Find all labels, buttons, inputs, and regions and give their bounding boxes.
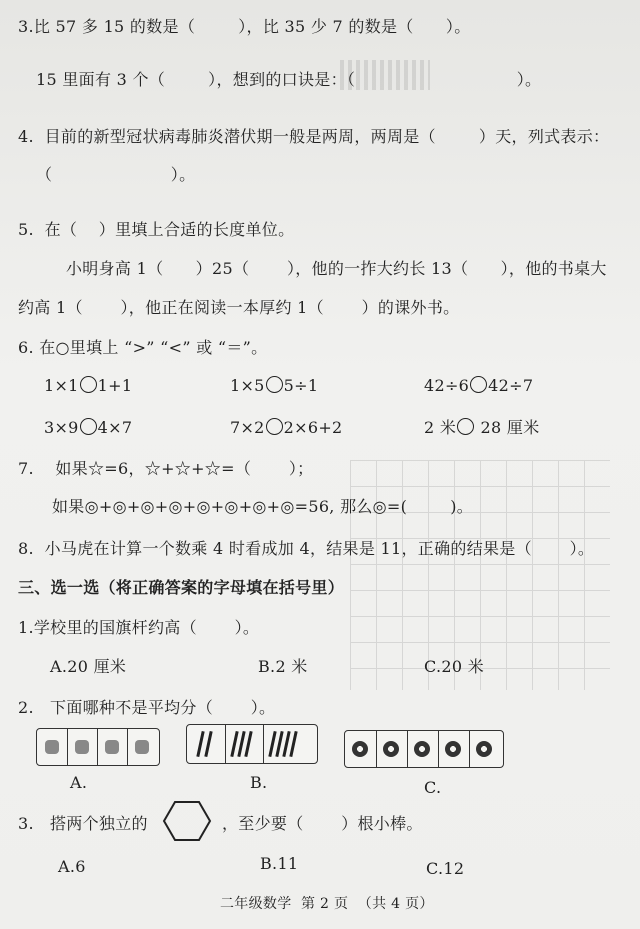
answer-circle[interactable] <box>457 418 474 435</box>
c3-option-c[interactable]: C.12 <box>426 859 465 878</box>
q5-line1: 小明身高 1（ ）25（ ），他的一拃大约长 13（ ），他的书桌大 <box>66 259 607 278</box>
c2-label-a[interactable]: A. <box>70 773 88 792</box>
page-footer: 二年级数学 第 2 页 （共 4 页） <box>220 896 434 912</box>
bleed-through-grid <box>350 460 610 690</box>
answer-circle[interactable] <box>80 376 97 393</box>
answer-circle[interactable] <box>266 418 283 435</box>
answer-circle[interactable] <box>266 376 283 393</box>
stick-icon <box>204 731 212 757</box>
q6-item-2-left: 1×5 <box>230 376 265 395</box>
q3-line2: 15 里面有 3 个（ ），想到的口诀是：（ ）。 <box>36 70 542 89</box>
q6-item-5-left: 7×2 <box>230 418 265 437</box>
bug-icon <box>105 740 119 754</box>
c3-option-b[interactable]: B.11 <box>260 854 299 873</box>
bug-icon <box>135 740 149 754</box>
q7-line2: 如果◎+◎+◎+◎+◎+◎+◎+◎=56, 那么◎=( )。 <box>52 497 474 516</box>
answer-circle[interactable] <box>470 376 487 393</box>
card-divider <box>263 725 264 763</box>
q6-item-5 <box>230 418 343 438</box>
card-divider <box>469 731 470 767</box>
card-divider <box>407 731 408 767</box>
q6-item-4 <box>44 418 132 438</box>
q6-item-3 <box>424 376 533 396</box>
card-divider <box>97 729 98 765</box>
section3-title: 三、选一选（将正确答案的字母填在括号里） <box>18 578 345 597</box>
c1-option-b[interactable]: B.2 米 <box>258 657 308 676</box>
c2-label-c[interactable]: C. <box>424 778 442 797</box>
q6-item-6-left: 2 米 <box>424 418 457 437</box>
q6-item-3-left: 42÷6 <box>424 376 470 395</box>
c3-question-post: ，至少要（ ）根小棒。 <box>222 814 423 833</box>
stick-icon <box>289 731 297 757</box>
q6-item-6-right: 28 厘米 <box>475 418 540 437</box>
c2-card-a[interactable] <box>36 728 160 766</box>
c2-question: 2. 下面哪种不是平均分（ ）。 <box>18 698 276 717</box>
flower-icon <box>476 741 492 757</box>
q3-line1: 3.比 57 多 15 的数是（ ），比 35 少 7 的数是（ ）。 <box>18 17 471 36</box>
c3-question-pre: 3. 搭两个独立的 <box>18 814 148 833</box>
card-divider <box>67 729 68 765</box>
q6-item-2-right: 5÷1 <box>283 376 319 395</box>
q6-item-6 <box>424 418 540 438</box>
card-divider <box>127 729 128 765</box>
q7-line1: 7. 如果☆=6，☆+☆+☆=（ ）； <box>18 459 314 478</box>
q4-line2: （ ）。 <box>36 165 196 184</box>
c2-card-c[interactable] <box>344 730 504 768</box>
q6-item-5-right: 2×6+2 <box>283 418 343 437</box>
q5-line2: 约高 1（ ），他正在阅读一本厚约 1（ ）的课外书。 <box>18 298 460 317</box>
answer-circle[interactable] <box>80 418 97 435</box>
stick-icon <box>244 731 252 757</box>
q6-item-3-right: 42÷7 <box>488 376 534 395</box>
c3-option-a[interactable]: A.6 <box>58 857 86 876</box>
c2-label-b[interactable]: B. <box>250 773 268 792</box>
c2-card-b[interactable] <box>186 724 318 764</box>
stick-icon <box>196 731 204 757</box>
c1-option-c[interactable]: C.20 米 <box>424 657 485 676</box>
q6-item-1-left: 1×1 <box>44 376 79 395</box>
bug-icon <box>75 740 89 754</box>
card-divider <box>376 731 377 767</box>
card-divider <box>438 731 439 767</box>
q6-item-2 <box>230 376 318 396</box>
q6-title: 6. 在○里填上 “>” “<” 或 “＝”。 <box>18 338 268 357</box>
flower-icon <box>352 741 368 757</box>
c1-option-a[interactable]: A.20 厘米 <box>50 657 127 676</box>
q6-item-4-right: 4×7 <box>97 418 133 437</box>
hexagon-icon <box>162 800 212 842</box>
bug-icon <box>45 740 59 754</box>
q6-item-1 <box>44 376 132 396</box>
flower-icon <box>383 741 399 757</box>
q8-line1: 8. 小马虎在计算一个数乘 4 时看成加 4，结果是 11，正确的结果是（ ）。 <box>18 539 595 558</box>
q6-item-1-right: 1+1 <box>97 376 133 395</box>
card-divider <box>225 725 226 763</box>
c1-question: 1.学校里的国旗杆约高（ ）。 <box>18 618 260 637</box>
q4-line1: 4. 目前的新型冠状病毒肺炎潜伏期一般是两周，两周是（ ）天，列式表示： <box>18 127 610 146</box>
flower-icon <box>445 741 461 757</box>
q6-item-4-left: 3×9 <box>44 418 79 437</box>
q5-title: 5. 在（ ）里填上合适的长度单位。 <box>18 220 295 239</box>
flower-icon <box>414 741 430 757</box>
